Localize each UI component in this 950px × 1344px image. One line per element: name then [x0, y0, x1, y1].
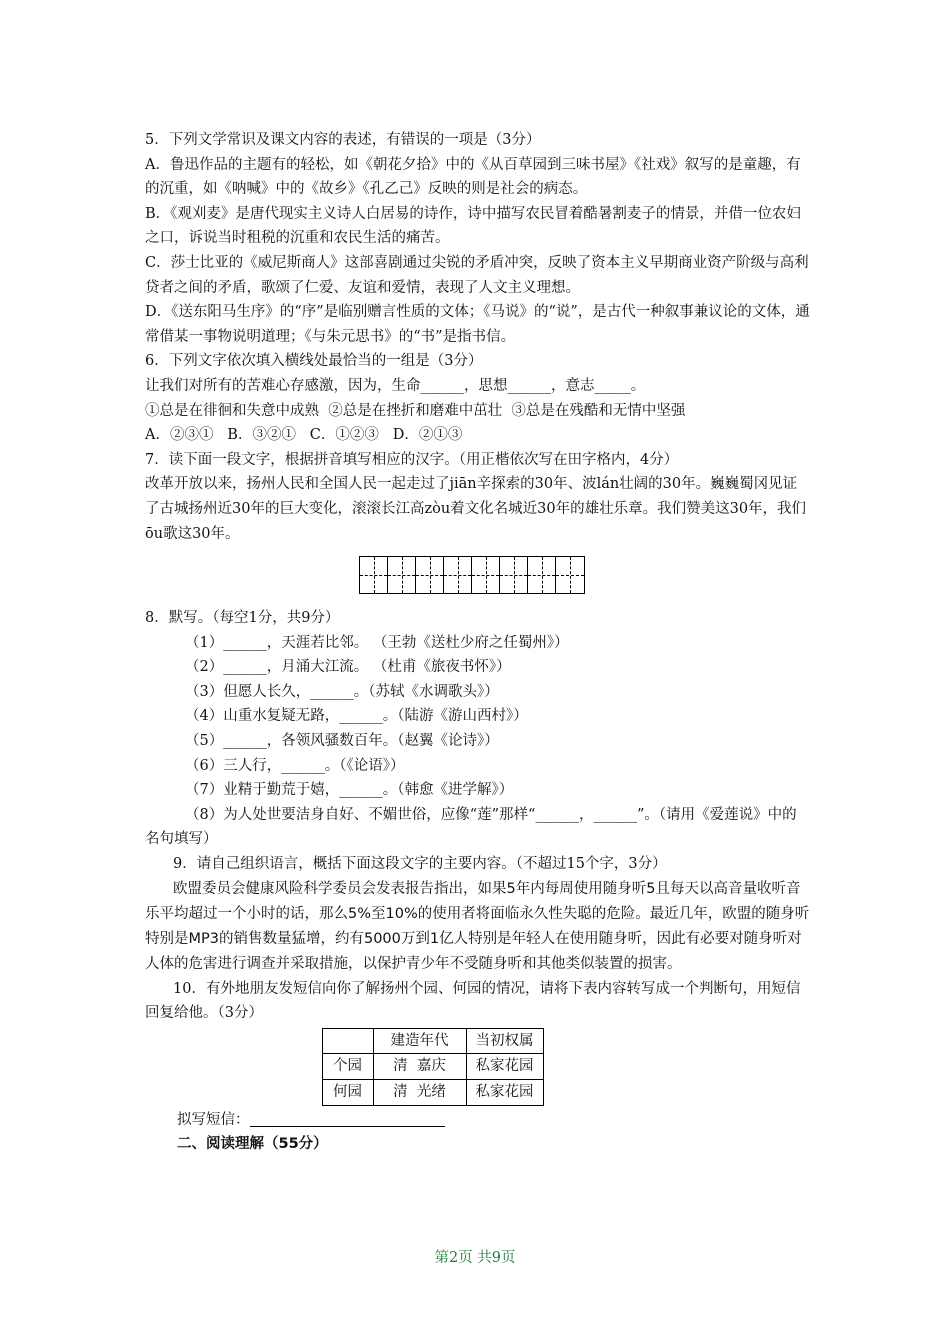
garden-table [322, 1028, 544, 1106]
q5-option-a: A．鲁迅作品的主题有的轻松，如《朝花夕拾》中的《从百草园到三味书屋》《社戏》叙写的是童趣，有的沉重，如《呐喊》中的《故乡》《孔乙己》反映的则是社会的病态。 [145, 156, 801, 198]
table-cell: 个园 [322, 1054, 373, 1080]
q5-option-d: D．《送东阳马生序》的“序”是临别赠言性质的文体；《马说》的“说”，是古代一种叙事兼议论的文体，通常借某一事物说明道理；《与朱元思书》的“书”是指书信。 [145, 304, 810, 345]
table-header-ownership: 当初权属 [466, 1028, 543, 1054]
table-row [322, 1054, 543, 1080]
table-cell: 清 光绪 [373, 1080, 466, 1106]
table-corner-cell [322, 1028, 373, 1054]
sms-answer-blank[interactable] [250, 1110, 445, 1127]
tianzige-cell[interactable] [556, 557, 584, 593]
sms-draft-label: 拟写短信： [177, 1111, 250, 1128]
tianzige-grid[interactable] [359, 556, 585, 594]
q8-item-2: （2）______，月涌大江流。 （杜甫《旅夜书怀》） [185, 659, 511, 676]
table-cell: 清 嘉庆 [373, 1054, 466, 1080]
q9-passage: 欧盟委员会健康风险科学委员会发表报告指出，如果5年内每周使用随身听5且每天以高音量收听音乐平均超过一个小时的话，那么5%至10%的使用者将面临永久性失聪的危险。最近几年，欧盟的随身听特别是MP3的销售数量猛增，约有5000万到1亿人特别是年轻人在使用随身听，因此有必要对随身听对人体的危害进行调查并采取措施，以保护青少年不受随身听和其他类似装置的损害。 [145, 880, 810, 972]
table-cell: 私家花园 [466, 1080, 543, 1106]
q8-item-1: （1）______，天涯若比邻。 （王勃《送杜少府之任蜀州》） [185, 634, 569, 651]
q9-stem: 9．请自己组织语言，概括下面这段文字的主要内容。（不超过15个字，3分） [173, 856, 667, 873]
tianzige-area [145, 546, 810, 606]
tianzige-cell[interactable] [528, 557, 556, 593]
q6-options: A．②③① B．③②① C．①②③ D．②①③ [145, 427, 463, 444]
q8-item-8: （8）为人处世要洁身自好、不媚世俗，应像“莲”那样“______，______”。（请用《爱莲说》中的名句填写） [145, 806, 797, 848]
tianzige-cell[interactable] [472, 557, 500, 593]
table-row [322, 1080, 543, 1106]
table-header-row [322, 1028, 543, 1054]
tianzige-cell[interactable] [416, 557, 444, 593]
q6-sentence: 让我们对所有的苦难心存感激，因为，生命______，思想______，意志_____。 [145, 377, 646, 394]
q8-item-6: （6）三人行，______。（《论语》） [185, 757, 405, 774]
q5-stem: 5．下列文学常识及课文内容的表述，有错误的一项是（3分） [145, 132, 541, 148]
page-content [145, 128, 810, 1157]
table-header-era: 建造年代 [373, 1028, 466, 1054]
tianzige-cell[interactable] [388, 557, 416, 593]
q5-option-c: C．莎士比亚的《威尼斯商人》这部喜剧通过尖锐的矛盾冲突，反映了资本主义早期商业资产阶级与高利贷者之间的矛盾，歌颂了仁爱、友谊和爱情，表现了人文主义理想。 [145, 254, 809, 296]
q6-stem: 6．下列文字依次填入横线处最恰当的一组是（3分） [145, 353, 483, 370]
page-number-footer: 第2页 共9页 [434, 1250, 516, 1266]
q6-choices: ①总是在徘徊和失意中成熟 ②总是在挫折和磨难中茁壮 ③总是在残酷和无情中坚强 [145, 402, 686, 419]
q10-stem: 10．有外地朋友发短信向你了解扬州个园、何园的情况，请将下表内容转写成一个判断句，用短信回复给他。（3分） [145, 980, 801, 1022]
tianzige-cell[interactable] [360, 557, 388, 593]
tianzige-cell[interactable] [500, 557, 528, 593]
section-heading-reading: 二、阅读理解（55分） [177, 1136, 328, 1153]
q8-item-7: （7）业精于勤荒于嬉，______。（韩愈《进学解》） [185, 782, 514, 799]
q8-item-4: （4）山重水复疑无路，______。（陆游《游山西村》） [185, 708, 528, 725]
q7-passage: 改革开放以来，扬州人民和全国人民一起走过了jiān辛探索的30年、波lán壮阔的30年。巍巍蜀冈见证了古城扬州近30年的巨大变化，滚滚长江高zòu着文化名城近30年的雄壮乐章。我们赞美这30年，我们ōu歌这30年。 [145, 476, 807, 542]
q8-stem: 8．默写。（每空1分，共9分） [145, 610, 340, 627]
garden-table-wrap [145, 1028, 810, 1106]
sms-draft-line [145, 1108, 810, 1133]
q5-option-b: B．《观刈麦》是唐代现实主义诗人白居易的诗作，诗中描写农民冒着酷暑割麦子的情景，并借一位农妇之口，诉说当时租税的沉重和农民生活的痛苦。 [145, 205, 801, 247]
q8-item-3: （3）但愿人长久，______。（苏轼《水调歌头》） [185, 683, 499, 700]
q7-stem: 7．读下面一段文字，根据拼音填写相应的汉字。（用正楷依次写在田字格内，4分） [145, 451, 679, 468]
tianzige-cell[interactable] [444, 557, 472, 593]
table-cell: 私家花园 [466, 1054, 543, 1080]
table-cell: 何园 [322, 1080, 373, 1106]
q8-item-5: （5）______，各领风骚数百年。（赵翼《论诗》） [185, 733, 499, 750]
